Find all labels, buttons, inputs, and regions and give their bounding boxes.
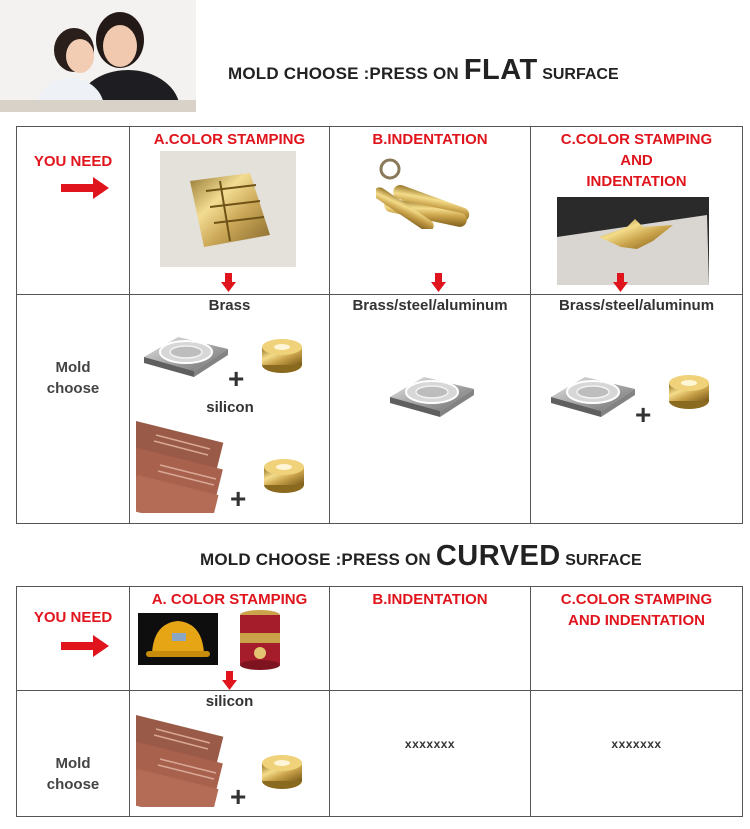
plus-sign: + [635, 399, 652, 430]
curved-surface-table [16, 586, 743, 817]
flat-col-c-title-line1: C.COLOR STAMPING [560, 131, 713, 148]
flat-mold-row [17, 295, 743, 524]
plus-sign: + [228, 363, 245, 394]
brass-die-image [384, 359, 476, 421]
silicon-pads-image [136, 715, 232, 807]
flat-mold-cell [17, 295, 130, 524]
flat-heading [228, 54, 750, 87]
flat-col-c-mold [531, 295, 743, 524]
brass-die-image [138, 319, 230, 381]
flat-col-c-header [531, 127, 743, 295]
flat-heading-prefix: MOLD CHOOSE :PRESS ON [228, 64, 464, 83]
curved-col-a-mold [130, 691, 330, 817]
curved-col-c-mold [531, 691, 743, 817]
curved-heading [200, 540, 750, 573]
flat-you-need-label: YOU NEED [33, 153, 113, 170]
flat-col-b-title: B.INDENTATION [372, 131, 488, 148]
curved-mold-cell [17, 691, 130, 817]
curved-you-need-label: YOU NEED [33, 609, 113, 626]
flat-heading-keyword: FLAT [463, 54, 538, 86]
flat-col-a-material2: silicon [206, 399, 254, 416]
curved-you-need-cell [17, 587, 130, 691]
curved-you-need-row [17, 587, 743, 691]
silicon-pads-image [136, 421, 232, 513]
flat-col-b-material: Brass/steel/aluminum [352, 297, 508, 314]
flat-heading-suffix: SURFACE [537, 66, 619, 83]
arrow-down-icon [613, 273, 628, 292]
header-photo [0, 0, 196, 112]
curved-mold-label-line1: Mold [55, 755, 91, 772]
embossed-keychain-image [376, 155, 480, 229]
flat-col-c-title [531, 129, 742, 192]
flat-col-c-title-line2: AND [620, 152, 653, 169]
flat-col-c-title-line3: INDENTATION [586, 173, 687, 190]
gold-stamped-card-image [160, 151, 296, 267]
flat-mold-label-line1: Mold [55, 359, 91, 376]
foil-roll-image [262, 751, 304, 791]
curved-col-c-title-line2: AND INDENTATION [568, 612, 705, 629]
curved-col-b-placeholder: xxxxxxx [404, 737, 456, 751]
curved-mold-label [17, 753, 129, 795]
flat-col-c-material: Brass/steel/aluminum [558, 297, 715, 314]
flat-mold-label [17, 357, 129, 399]
curved-heading-keyword: CURVED [435, 540, 561, 572]
arrow-down-icon [221, 273, 236, 292]
foil-roll-image [264, 455, 306, 495]
plus-sign: + [230, 483, 247, 514]
flat-you-need-row [17, 127, 743, 295]
curved-col-c-title [531, 589, 742, 631]
red-tin-can-image [238, 609, 282, 671]
flat-col-b-mold [330, 295, 531, 524]
curved-col-c-title-line1: C.COLOR STAMPING [560, 591, 713, 608]
flat-col-a-material: Brass [208, 297, 251, 314]
curved-heading-prefix: MOLD CHOOSE :PRESS ON [200, 550, 436, 569]
curved-col-a-title: A. COLOR STAMPING [151, 591, 308, 608]
flat-col-a-title: A.COLOR STAMPING [153, 131, 306, 148]
curved-mold-label-line2: choose [46, 776, 100, 793]
arrow-down-icon [431, 273, 446, 292]
curved-col-b-header [330, 587, 531, 691]
curved-col-a-material: silicon [205, 693, 254, 710]
plus-sign: + [230, 781, 247, 812]
curved-col-c-header [531, 587, 743, 691]
arrow-right-icon [61, 635, 109, 657]
curved-col-b-mold [330, 691, 531, 817]
curved-col-c-placeholder: xxxxxxx [611, 737, 662, 751]
arrow-down-icon [222, 671, 237, 690]
curved-col-a-header [130, 587, 330, 691]
flat-you-need-cell [17, 127, 130, 295]
foil-roll-image [262, 335, 304, 375]
brass-die-image [545, 359, 637, 421]
flat-col-b-header [330, 127, 531, 295]
foil-roll-image [669, 371, 711, 411]
flat-surface-table [16, 126, 743, 524]
hard-hat-image [138, 613, 218, 665]
arrow-right-icon [61, 177, 109, 199]
flat-col-a-header [130, 127, 330, 295]
curved-heading-suffix: SURFACE [560, 552, 642, 569]
curved-col-b-title: B.INDENTATION [372, 591, 488, 608]
curved-mold-row [17, 691, 743, 817]
flat-col-a-mold [130, 295, 330, 524]
gold-bat-card-image [557, 197, 709, 285]
flat-mold-label-line2: choose [46, 380, 100, 397]
